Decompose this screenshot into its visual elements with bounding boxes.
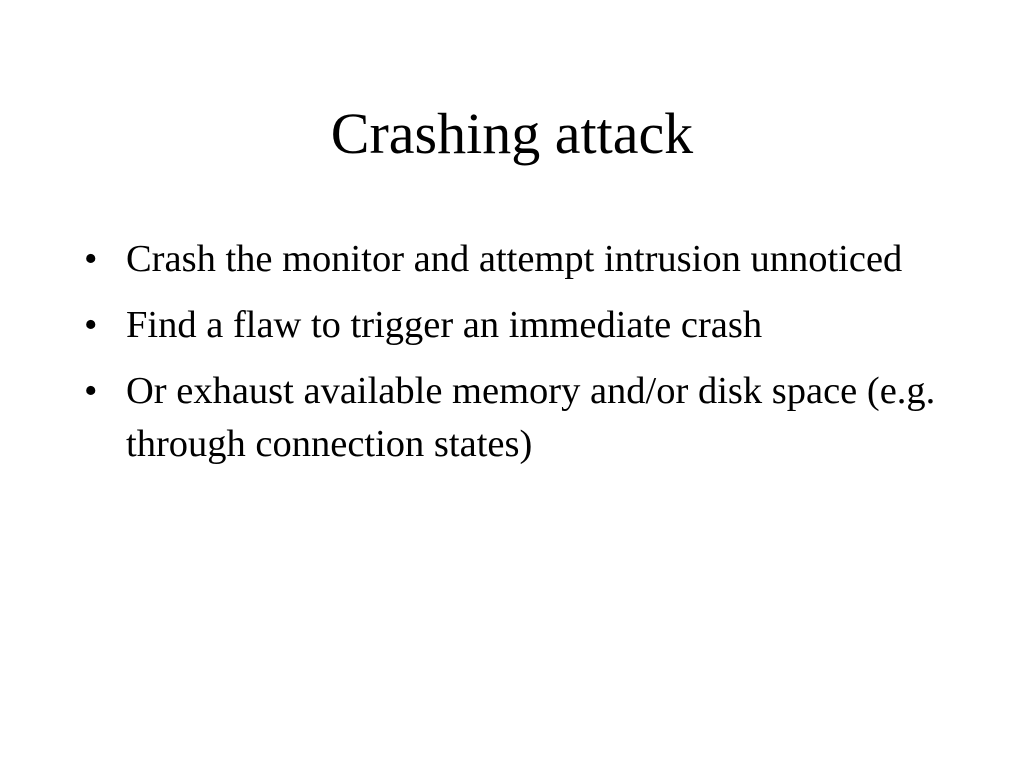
bullet-item: [84, 233, 944, 286]
bullet-text: Find a flaw to trigger an immediate crash: [126, 304, 763, 346]
bullet-list: [84, 233, 944, 484]
bullet-dot-icon: •: [84, 238, 98, 280]
bullet-item: [84, 365, 944, 471]
bullet-dot-icon: •: [84, 304, 98, 346]
bullet-dot-icon: •: [84, 370, 98, 412]
slide-title: Crashing attack: [330, 101, 694, 166]
bullet-text: Crash the monitor and attempt intrusion unnoticed: [126, 238, 903, 280]
bullet-item: [84, 299, 944, 352]
bullet-text: Or exhaust available memory and/or disk space (e.g. through connection states): [126, 370, 936, 465]
